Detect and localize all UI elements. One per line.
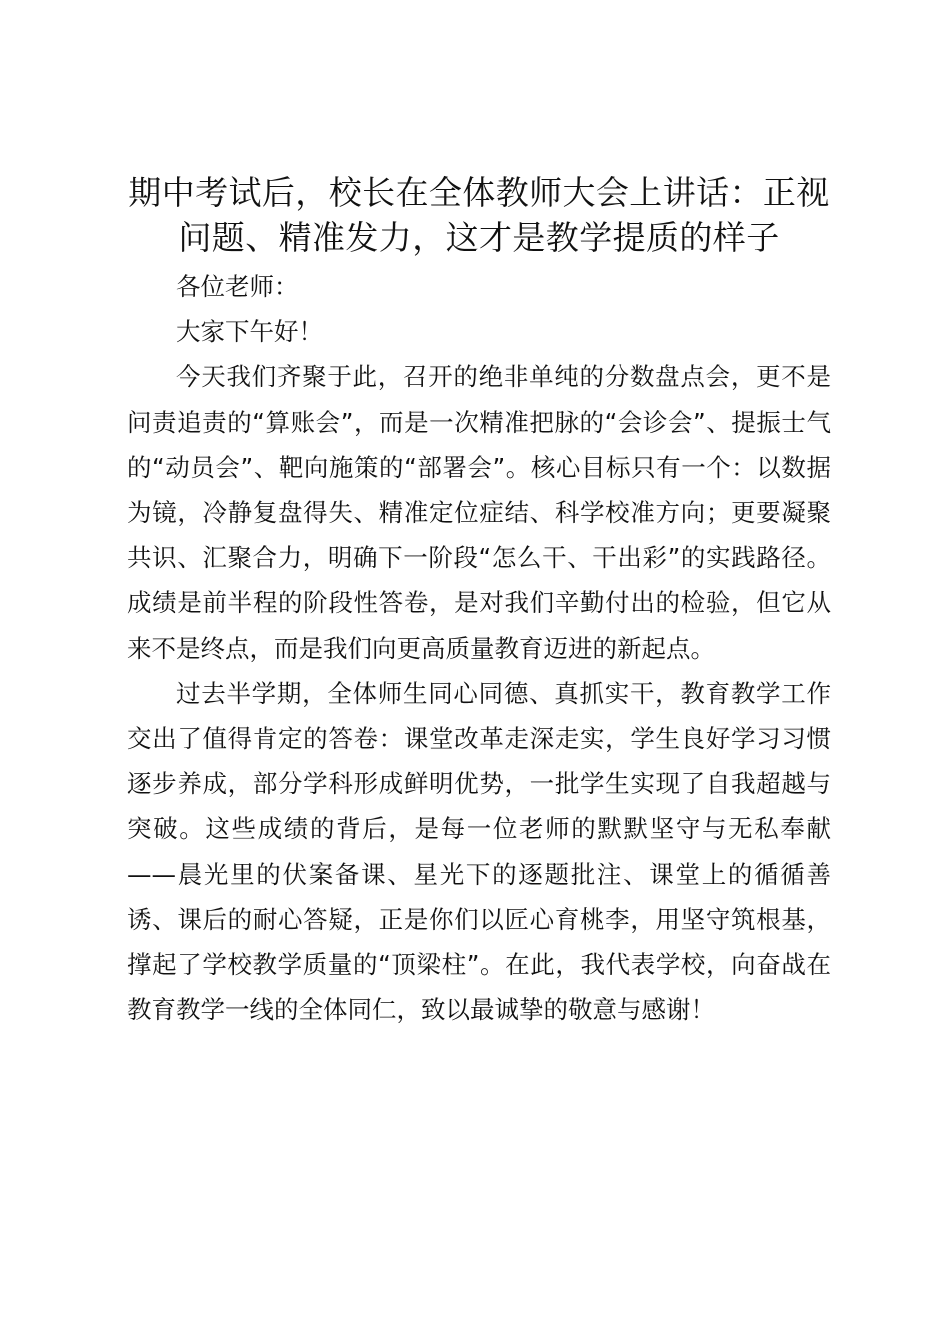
salutation: 各位老师： [176,272,299,301]
paragraph-2: 过去半学期，全体师生同心同德、真抓实干，教育教学工作交出了值得肯定的答卷：课堂改革走深走实，学生良好学习习惯逐步养成，部分学科形成鲜明优势，一批学生实现了自我超越与突破。这些成绩的背后，是每一位老师的默默坚守与无私奉献——晨光里的伏案备课、星光下的逐题批注、课堂上的循循善诱、课后的耐心答疑，正是你们以匠心育桃李，用坚守筑根基，撑起了学校教学质量的“顶梁柱”。在此，我代表学校，向奋战在教育教学一线的全体同仁，致以最诚挚的敬意与感谢！ [127,678,831,1025]
document-page [127,170,831,1032]
document-body [127,264,831,1032]
greeting: 大家下午好！ [176,317,323,347]
paragraph-1: 今天我们齐聚于此，召开的绝非单纯的分数盘点会，更不是问责追责的“算账会”，而是一次精准把脉的“会诊会”、提振士气的“动员会”、靶向施策的“部署会”。核心目标只有一个：以数据为镜，冷静复盘得失、精准定位症结、科学校准方向；更要凝聚共识、汇聚合力，明确下一阶段“怎么干、干出彩”的实践路径。成绩是前半程的阶段性答卷，是对我们辛勤付出的检验，但它从来不是终点，而是我们向更高质量教育迈进的新起点。 [127,362,831,663]
document-title: 期中考试后，校长在全体教师大会上讲话：正视问题、精准发力，这才是教学提质的样子 [128,173,830,257]
